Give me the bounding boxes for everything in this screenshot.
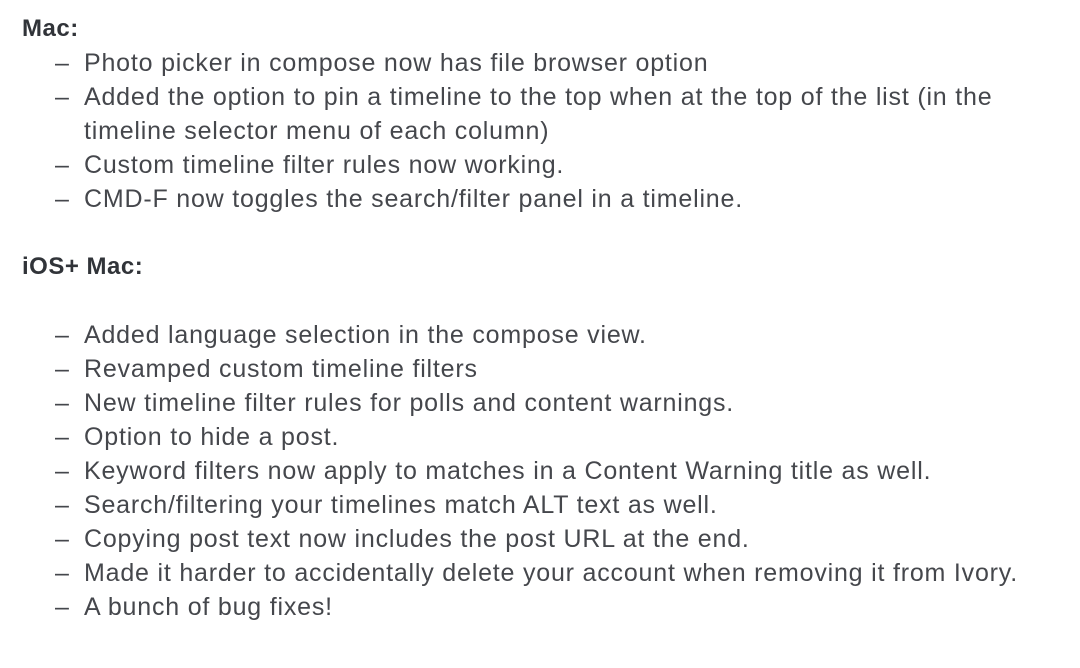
dash-bullet: –: [55, 321, 70, 349]
change-item: [22, 488, 1060, 522]
section-heading: iOS+ Mac:: [22, 253, 144, 280]
dash-bullet: –: [55, 525, 70, 553]
release-notes-section: [22, 12, 1060, 216]
dash-bullet: –: [55, 185, 70, 213]
change-item-text: Option to hide a post.: [84, 423, 340, 451]
change-item-text: Keyword filters now apply to matches in a Content Warning title as well.: [84, 457, 932, 485]
change-item: [22, 148, 1060, 182]
dash-bullet: –: [55, 593, 70, 621]
change-item-text: Search/filtering your timelines match ALT text as well.: [84, 491, 718, 519]
change-item-text: New timeline filter rules for polls and content warnings.: [84, 389, 735, 417]
change-item-text: Custom timeline filter rules now working.: [84, 151, 565, 179]
change-item-text: Made it harder to accidentally delete your account when removing it from Ivory.: [84, 559, 1018, 587]
change-list: [22, 318, 1060, 624]
change-item: [22, 182, 1060, 216]
change-item-text: Photo picker in compose now has file browser option: [84, 49, 709, 77]
section-heading: Mac:: [22, 15, 79, 42]
change-item-text: Copying post text now includes the post URL at the end.: [84, 525, 750, 553]
change-item-text: Revamped custom timeline filters: [84, 355, 478, 383]
change-item: [22, 386, 1060, 420]
change-item: [22, 318, 1060, 352]
change-item: [22, 522, 1060, 556]
dash-bullet: –: [55, 389, 70, 417]
change-item: [22, 556, 1060, 590]
dash-bullet: –: [55, 491, 70, 519]
dash-bullet: –: [55, 423, 70, 451]
change-item: [22, 46, 1060, 80]
change-item-text: Added the option to pin a timeline to the top when at the top of the list (in the timeline selector menu of each column): [84, 83, 993, 145]
change-item-text: A bunch of bug fixes!: [84, 593, 333, 621]
change-item: [22, 454, 1060, 488]
change-item: [22, 80, 1060, 148]
dash-bullet: –: [55, 49, 70, 77]
change-list: [22, 46, 1060, 216]
change-item-text: Added language selection in the compose view.: [84, 321, 647, 349]
dash-bullet: –: [55, 457, 70, 485]
change-item: [22, 420, 1060, 454]
change-item-text: CMD-F now toggles the search/filter panel in a timeline.: [84, 185, 743, 213]
dash-bullet: –: [55, 151, 70, 179]
dash-bullet: –: [55, 355, 70, 383]
dash-bullet: –: [55, 83, 70, 111]
change-item: [22, 590, 1060, 624]
change-item: [22, 352, 1060, 386]
dash-bullet: –: [55, 559, 70, 587]
release-notes-section: [22, 250, 1060, 624]
